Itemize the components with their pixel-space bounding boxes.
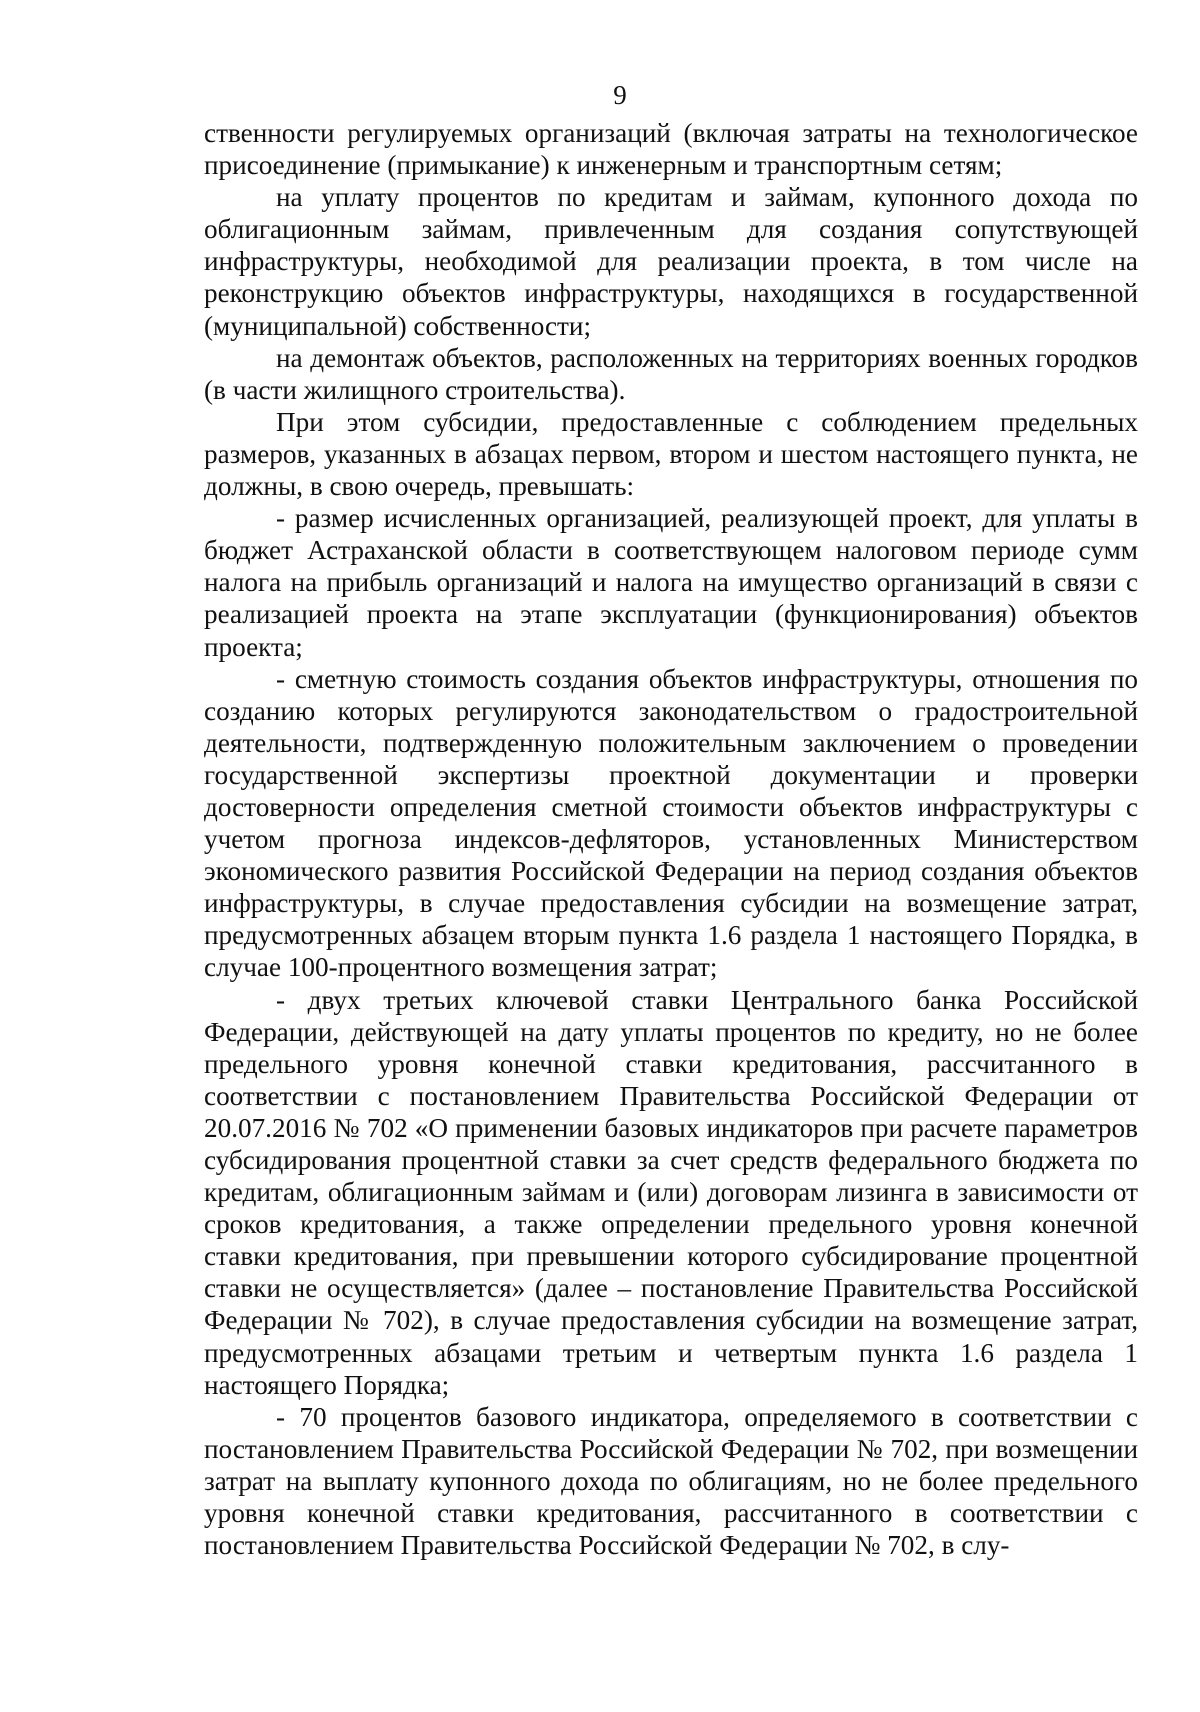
page-number: 9 (613, 80, 627, 110)
paragraph: на уплату процентов по кредитам и займам, купонного дохода по облигационным займам, привлеченным для создания сопутствующей инфраструктуры, необходимой для реализации проекта, в том числе на реконструкцию объектов инфраструктуры, находящихся в государственной (муниципальной) собственности; (204, 182, 1138, 341)
list-item: - 70 процентов базового индикатора, определяемого в соответствии с постановлением Правительства Российской Федерации № 702, при возмещении затрат на выплату купонного дохода по облигациям, но не более предельного уровня конечной ставки кредитования, рассчитанного в соответствии с постановлением Правительства Российской Федерации № 702, в слу- (204, 1401, 1138, 1561)
paragraph: ственности регулируемых организаций (включая затраты на технологическое присоединение (примыкание) к инженерным и транспортным сетям; (204, 118, 1138, 181)
list-item: - размер исчисленных организацией, реализующей проект, для уплаты в бюджет Астраханской области в соответствующем налоговом периоде сумм налога на прибыль организаций и налога на имущество организаций в связи с реализацией проекта на этапе эксплуатации (функционирования) объектов проекта; (204, 503, 1138, 662)
list-item: - двух третьих ключевой ставки Центрального банка Российской Федерации, действующей на дату уплаты процентов по кредиту, но не более предельного уровня конечной ставки кредитования, рассчитанного в соответствии с постановлением Правительства Российской Федерации от 20.07.2016 № 702 «О применении базовых индикаторов при расчете параметров субсидирования процентной ставки за счет средств федерального бюджета по кредитам, облигационным займам и (или) договорам лизинга в зависимости от сроков кредитования, а также определении предельного уровня конечной ставки кредитования, при превышении которого субсидирование процентной ставки не осуществляется» (далее – постановление Правительства Российской Федерации № 702), в случае предоставления субсидии на возмещение затрат, предусмотренных абзацами третьим и четвертым пункта 1.6 раздела 1 настоящего Порядка; (204, 984, 1138, 1400)
paragraph: При этом субсидии, предоставленные с соблюдением предельных размеров, указанных в абзацах первом, втором и шестом настоящего пункта, не должны, в свою очередь, превышать: (204, 406, 1138, 502)
paragraph: на демонтаж объектов, расположенных на территориях военных городков (в части жилищного строительства). (204, 342, 1138, 405)
list-item: - сметную стоимость создания объектов инфраструктуры, отношения по созданию которых регулируются законодательством о градостроительной деятельности, подтвержденную положительным заключением о проведении государственной экспертизы проектной документации и проверки достоверности определения сметной стоимости объектов инфраструктуры с учетом прогноза индексов-дефляторов, установленных Министерством экономического развития Российской Федерации на период создания объектов инфраструктуры, в случае предоставления субсидии на возмещение затрат, предусмотренных абзацем вторым пункта 1.6 раздела 1 настоящего Порядка, в случае 100-процентного возмещения затрат; (204, 663, 1138, 983)
document-body (204, 117, 1138, 1561)
